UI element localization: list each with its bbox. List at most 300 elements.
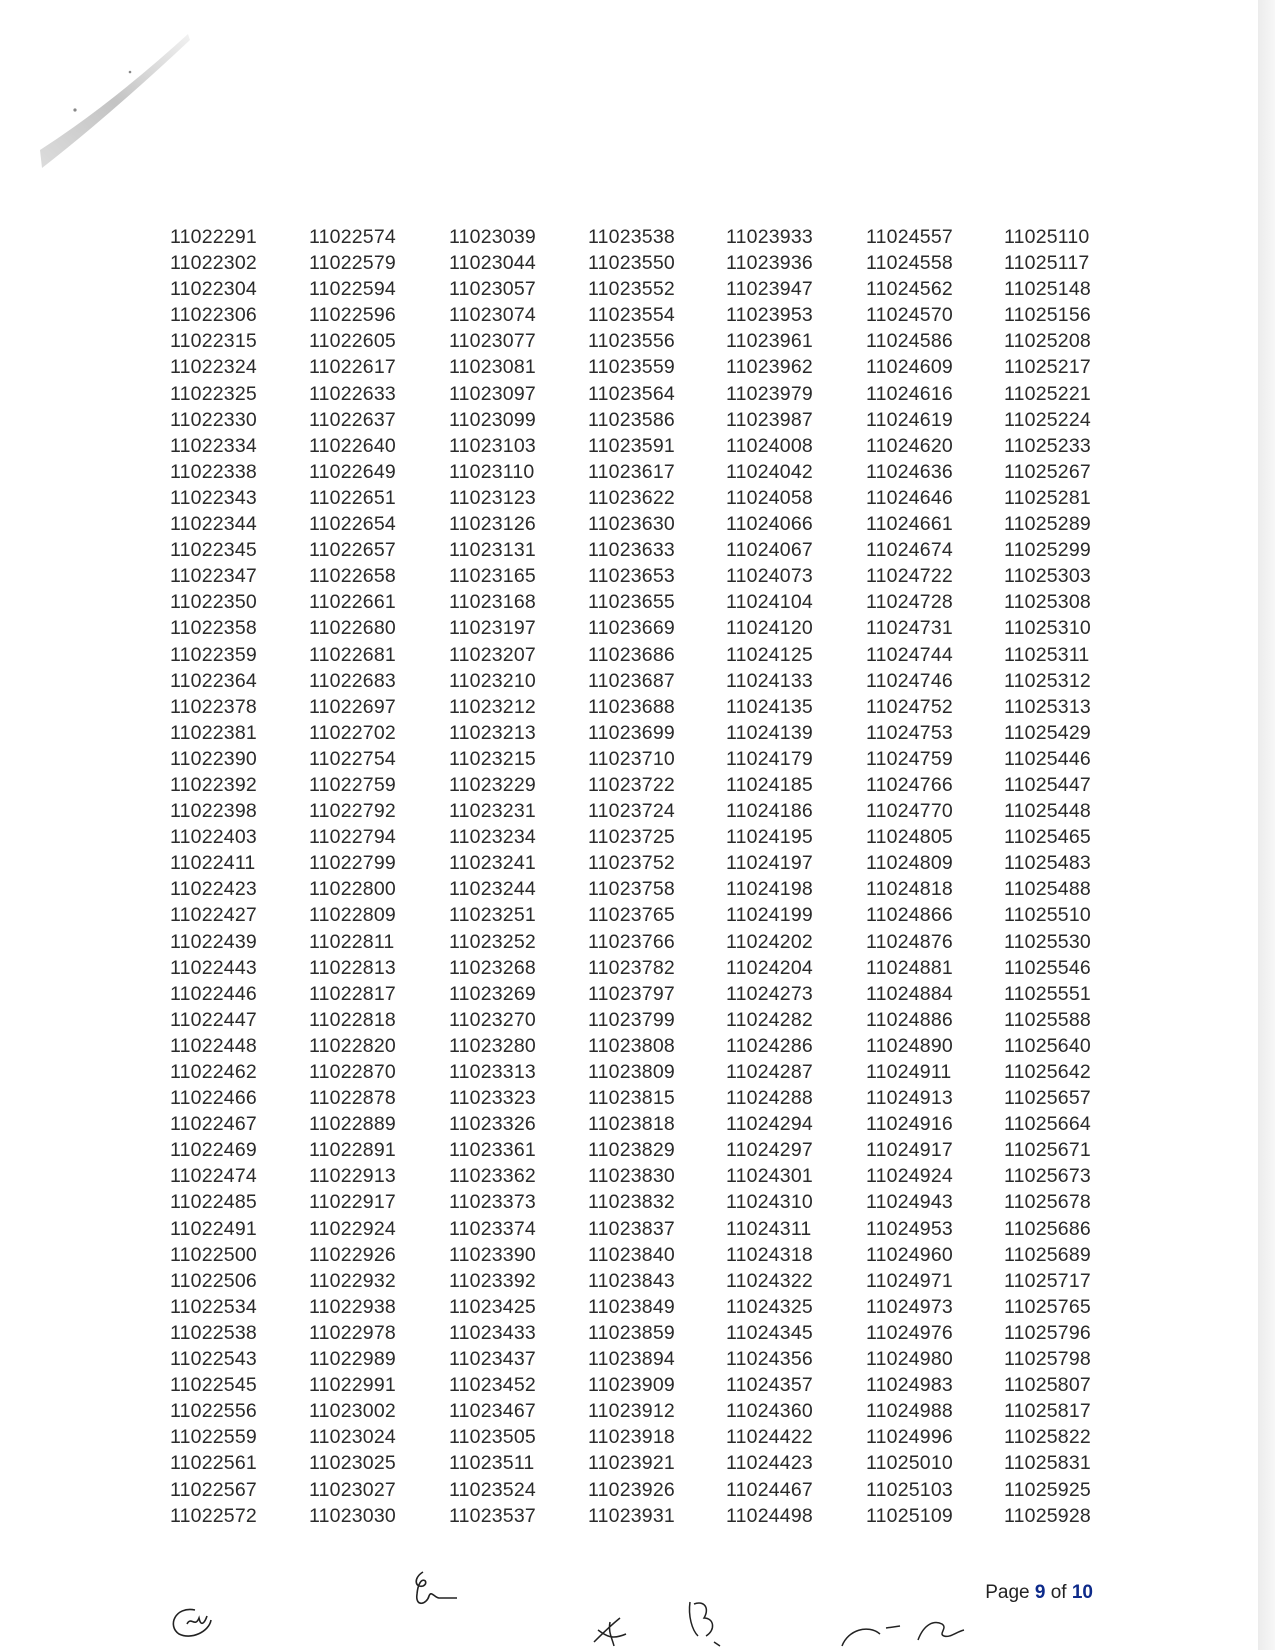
registration-number: 11023207: [449, 643, 536, 666]
registration-number: 11025308: [1004, 591, 1091, 614]
registration-number: 11022640: [309, 434, 396, 457]
number-column: [726, 224, 866, 1529]
registration-number: 11024073: [726, 565, 813, 588]
registration-number: 11024570: [866, 304, 953, 327]
registration-number: 11023687: [588, 669, 675, 692]
registration-number: 11022702: [309, 721, 396, 744]
registration-number: 11022381: [170, 721, 257, 744]
registration-number: 11024983: [866, 1374, 953, 1397]
page-edge-shadow: [1258, 0, 1275, 1650]
registration-number: 11022344: [170, 513, 257, 536]
registration-number: 11022917: [309, 1191, 396, 1214]
registration-number: 11023832: [588, 1191, 675, 1214]
registration-number: 11024744: [866, 643, 953, 666]
registration-number: 11024318: [726, 1243, 813, 1266]
registration-number: 11023241: [449, 852, 536, 875]
registration-number: 11025267: [1004, 460, 1091, 483]
registration-number: 11022506: [170, 1269, 257, 1292]
registration-number: 11025313: [1004, 695, 1091, 718]
registration-number: 11023215: [449, 747, 536, 770]
registration-number: 11024199: [726, 904, 813, 927]
registration-number: 11023081: [449, 356, 536, 379]
registration-number: 11023931: [588, 1504, 675, 1527]
registration-number: 11025429: [1004, 721, 1091, 744]
registration-number: 11023374: [449, 1217, 536, 1240]
registration-number: 11022926: [309, 1243, 396, 1266]
registration-number: 11024759: [866, 747, 953, 770]
registration-number: 11024562: [866, 278, 953, 301]
registration-number: 11023586: [588, 408, 675, 431]
registration-number: 11022654: [309, 513, 396, 536]
registration-number: 11022334: [170, 434, 257, 457]
registration-number: 11023552: [588, 278, 675, 301]
registration-number: 11025312: [1004, 669, 1091, 692]
registration-number: 11023524: [449, 1478, 536, 1501]
registration-number: 11022596: [309, 304, 396, 327]
registration-number: 11022913: [309, 1165, 396, 1188]
registration-number: 11025551: [1004, 982, 1091, 1005]
registration-number: 11024273: [726, 982, 813, 1005]
registration-number: 11023074: [449, 304, 536, 327]
registration-number: 11022680: [309, 617, 396, 640]
registration-number: 11022325: [170, 382, 257, 405]
registration-number: 11024202: [726, 930, 813, 953]
registration-number: 11022617: [309, 356, 396, 379]
registration-number: 11022594: [309, 278, 396, 301]
registration-number: 11023268: [449, 956, 536, 979]
registration-number: 11024345: [726, 1321, 813, 1344]
registration-number: 11024286: [726, 1034, 813, 1057]
registration-number: 11024058: [726, 486, 813, 509]
registration-number: 11023165: [449, 565, 536, 588]
registration-number: 11024913: [866, 1087, 953, 1110]
registration-number: 11022817: [309, 982, 396, 1005]
registration-number: 11022978: [309, 1321, 396, 1344]
registration-number: 11024120: [726, 617, 813, 640]
signature-2: [405, 1568, 465, 1618]
registration-number: 11023655: [588, 591, 675, 614]
page-middle: of: [1045, 1582, 1072, 1603]
registration-number: 11023269: [449, 982, 536, 1005]
registration-number: 11022485: [170, 1191, 257, 1214]
registration-number: 11022330: [170, 408, 257, 431]
registration-number: 11023782: [588, 956, 675, 979]
number-column: [170, 224, 309, 1529]
registration-number: 11025807: [1004, 1374, 1091, 1397]
registration-number: 11023961: [726, 330, 813, 353]
registration-number: 11022302: [170, 252, 257, 275]
registration-number: 11022447: [170, 1008, 257, 1031]
registration-number: 11024185: [726, 773, 813, 796]
registration-number: 11024805: [866, 826, 953, 849]
registration-number: 11022938: [309, 1295, 396, 1318]
registration-number: 11023633: [588, 539, 675, 562]
registration-number: 11023373: [449, 1191, 536, 1214]
registration-number: 11023433: [449, 1321, 536, 1344]
registration-number: 11025448: [1004, 800, 1091, 823]
registration-number: 11024976: [866, 1321, 953, 1344]
registration-number: 11025588: [1004, 1008, 1091, 1031]
registration-number: 11023538: [588, 226, 675, 248]
registration-number: 11025717: [1004, 1269, 1091, 1292]
registration-number: 11022474: [170, 1165, 257, 1188]
registration-number: 11025233: [1004, 434, 1091, 457]
registration-number: 11025303: [1004, 565, 1091, 588]
registration-number: 11025822: [1004, 1426, 1091, 1449]
registration-number: 11022500: [170, 1243, 257, 1266]
registration-number: 11024809: [866, 852, 953, 875]
registration-number: 11022491: [170, 1217, 257, 1240]
registration-number: 11023126: [449, 513, 536, 536]
registration-number: 11023210: [449, 669, 536, 692]
registration-number: 11022759: [309, 773, 396, 796]
registration-number: 11023669: [588, 617, 675, 640]
registration-number: 11024310: [726, 1191, 813, 1214]
registration-number: 11025510: [1004, 904, 1091, 927]
registration-number: 11024301: [726, 1165, 813, 1188]
registration-number: 11024294: [726, 1113, 813, 1136]
page-number: [985, 1582, 1093, 1604]
registration-number: 11022306: [170, 304, 257, 327]
registration-number: 11022878: [309, 1087, 396, 1110]
registration-number: 11024619: [866, 408, 953, 431]
registration-number: 11024356: [726, 1348, 813, 1371]
registration-number: 11024287: [726, 1061, 813, 1083]
registration-number: 11023030: [309, 1504, 396, 1527]
registration-number: 11023849: [588, 1295, 675, 1318]
registration-number: 11022304: [170, 278, 257, 301]
registration-number: 11023979: [726, 382, 813, 405]
registration-number: 11023452: [449, 1374, 536, 1397]
registration-number: 11024360: [726, 1400, 813, 1423]
registration-number: 11022534: [170, 1295, 257, 1318]
registration-number: 11025117: [1004, 252, 1090, 275]
registration-number: 11022411: [170, 852, 256, 875]
registration-number: 11024198: [726, 878, 813, 901]
registration-number: 11022462: [170, 1061, 257, 1083]
registration-number: 11022538: [170, 1321, 257, 1344]
registration-number: 11022651: [309, 486, 396, 509]
registration-number: 11025447: [1004, 773, 1091, 796]
registration-number: 11024884: [866, 982, 953, 1005]
registration-number: 11023392: [449, 1269, 536, 1292]
registration-number: 11024646: [866, 486, 953, 509]
registration-number: 11023229: [449, 773, 536, 796]
registration-numbers-table: [170, 224, 1210, 1529]
registration-number: 11024728: [866, 591, 953, 614]
registration-number: 11024104: [726, 591, 813, 614]
registration-number: 11022446: [170, 982, 257, 1005]
registration-number: 11023630: [588, 513, 675, 536]
registration-number: 11023168: [449, 591, 536, 614]
registration-number: 11023699: [588, 721, 675, 744]
registration-number: 11022392: [170, 773, 257, 796]
registration-number: 11024179: [726, 747, 813, 770]
registration-number: 11023688: [588, 695, 675, 718]
page-prefix: Page: [985, 1582, 1035, 1603]
registration-number: 11025311: [1004, 643, 1090, 666]
registration-number: 11024042: [726, 460, 813, 483]
registration-number: 11024133: [726, 669, 813, 692]
registration-number: 11024195: [726, 826, 813, 849]
registration-number: 11024325: [726, 1295, 813, 1318]
registration-number: 11024616: [866, 382, 953, 405]
registration-number: 11023752: [588, 852, 675, 875]
registration-number: 11022697: [309, 695, 396, 718]
registration-number: 11022358: [170, 617, 257, 640]
signature-1: [165, 1602, 225, 1642]
registration-number: 11024311: [726, 1217, 812, 1240]
registration-number: 11022543: [170, 1348, 257, 1371]
registration-number: 11025465: [1004, 826, 1091, 849]
registration-number: 11025446: [1004, 747, 1091, 770]
registration-number: 11023057: [449, 278, 536, 301]
registration-number: 11022649: [309, 460, 396, 483]
registration-number: 11023722: [588, 773, 675, 796]
number-column: [588, 224, 726, 1529]
registration-number: 11023766: [588, 930, 675, 953]
registration-number: 11024746: [866, 669, 953, 692]
registration-number: 11024953: [866, 1217, 953, 1240]
registration-number: 11024282: [726, 1008, 813, 1031]
registration-number: 11025798: [1004, 1348, 1091, 1371]
registration-number: 11024674: [866, 539, 953, 562]
registration-number: 11024876: [866, 930, 953, 953]
registration-number: 11023559: [588, 356, 675, 379]
registration-number: 11025671: [1004, 1139, 1091, 1162]
registration-number: 11022359: [170, 643, 257, 666]
registration-number: 11025664: [1004, 1113, 1091, 1136]
registration-number: 11023622: [588, 486, 675, 509]
registration-number: 11022443: [170, 956, 257, 979]
registration-number: 11023537: [449, 1504, 536, 1527]
registration-number: 11023025: [309, 1452, 396, 1475]
registration-number: 11023962: [726, 356, 813, 379]
registration-number: 11023326: [449, 1113, 536, 1136]
registration-number: 11022932: [309, 1269, 396, 1292]
registration-number: 11022683: [309, 669, 396, 692]
registration-number: 11025673: [1004, 1165, 1091, 1188]
registration-number: 11023197: [449, 617, 536, 640]
registration-number: 11024911: [866, 1061, 952, 1083]
registration-number: 11023027: [309, 1478, 396, 1501]
registration-number: 11023926: [588, 1478, 675, 1501]
registration-number: 11024980: [866, 1348, 953, 1371]
registration-number: 11024971: [866, 1269, 953, 1292]
registration-number: 11022661: [309, 591, 396, 614]
registration-number: 11022820: [309, 1034, 396, 1057]
registration-number: 11024066: [726, 513, 813, 536]
registration-number: 11024818: [866, 878, 953, 901]
registration-number: 11022799: [309, 852, 396, 875]
registration-number: 11022423: [170, 878, 257, 901]
signature-4: [684, 1596, 744, 1650]
registration-number: 11022658: [309, 565, 396, 588]
registration-number: 11022350: [170, 591, 257, 614]
registration-number: 11023511: [449, 1452, 535, 1475]
registration-number: 11023323: [449, 1087, 536, 1110]
registration-number: 11024125: [726, 643, 813, 666]
registration-number: 11022390: [170, 747, 257, 770]
registration-number: 11023002: [309, 1400, 396, 1423]
signature-3: [590, 1612, 630, 1650]
registration-number: 11023213: [449, 721, 536, 744]
registration-number: 11024620: [866, 434, 953, 457]
registration-number: 11022315: [170, 330, 257, 353]
registration-number: 11022572: [170, 1504, 257, 1527]
registration-number: 11024973: [866, 1295, 953, 1318]
registration-number: 11022324: [170, 356, 257, 379]
registration-number: 11023390: [449, 1243, 536, 1266]
registration-number: 11025640: [1004, 1034, 1091, 1057]
registration-number: 11023212: [449, 695, 536, 718]
registration-number: 11023921: [588, 1452, 675, 1475]
registration-number: 11024322: [726, 1269, 813, 1292]
registration-number: 11023591: [588, 434, 675, 457]
registration-number: 11025817: [1004, 1400, 1091, 1423]
registration-number: 11024498: [726, 1504, 813, 1527]
registration-number: 11022637: [309, 408, 396, 431]
registration-number: 11022398: [170, 800, 257, 823]
registration-number: 11025221: [1004, 382, 1091, 405]
registration-number: 11025299: [1004, 539, 1091, 562]
registration-number: 11024766: [866, 773, 953, 796]
signatures-row: [0, 1560, 1258, 1650]
registration-number: 11024557: [866, 226, 953, 248]
page-current: 9: [1034, 1582, 1046, 1603]
registration-number: 11023270: [449, 1008, 536, 1031]
registration-number: 11023044: [449, 252, 536, 275]
registration-number: 11023556: [588, 330, 675, 353]
registration-number: 11023724: [588, 800, 675, 823]
registration-number: 11022605: [309, 330, 396, 353]
registration-number: 11024881: [866, 956, 953, 979]
registration-number: 11022809: [309, 904, 396, 927]
registration-number: 11022427: [170, 904, 257, 927]
registration-number: 11023837: [588, 1217, 675, 1240]
number-column: [1004, 224, 1150, 1529]
registration-number: 11023933: [726, 226, 813, 248]
registration-number: 11024960: [866, 1243, 953, 1266]
registration-number: 11024139: [726, 721, 813, 744]
registration-number: 11023815: [588, 1087, 675, 1110]
registration-number: 11023123: [449, 486, 536, 509]
registration-number: 11023953: [726, 304, 813, 327]
registration-number: 11024886: [866, 1008, 953, 1031]
registration-number: 11025148: [1004, 278, 1091, 301]
registration-number: 11023097: [449, 382, 536, 405]
registration-number: 11023909: [588, 1374, 675, 1397]
registration-number: 11024422: [726, 1426, 813, 1449]
registration-number: 11025488: [1004, 878, 1091, 901]
registration-number: 11023244: [449, 878, 536, 901]
registration-number: 11023234: [449, 826, 536, 849]
registration-number: 11024917: [866, 1139, 953, 1162]
registration-number: 11022579: [309, 252, 396, 275]
registration-number: 11022989: [309, 1348, 396, 1371]
signature-5: [838, 1610, 988, 1650]
registration-number: 11022891: [309, 1139, 396, 1162]
registration-number: 11023840: [588, 1243, 675, 1266]
registration-number: 11022403: [170, 826, 257, 849]
registration-number: 11025765: [1004, 1295, 1091, 1318]
registration-number: 11025831: [1004, 1452, 1091, 1475]
registration-number: 11022800: [309, 878, 396, 901]
registration-number: 11022559: [170, 1426, 257, 1449]
registration-number: 11024924: [866, 1165, 953, 1188]
registration-number: 11025642: [1004, 1061, 1091, 1083]
registration-number: 11024916: [866, 1113, 953, 1136]
registration-number: 11024558: [866, 252, 953, 275]
registration-number: 11023809: [588, 1061, 675, 1083]
registration-number: 11022754: [309, 747, 396, 770]
registration-number: 11023843: [588, 1269, 675, 1292]
registration-number: 11023799: [588, 1008, 675, 1031]
registration-number: 11024753: [866, 721, 953, 744]
registration-number: 11023251: [449, 904, 536, 927]
registration-number: 11024288: [726, 1087, 813, 1110]
registration-number: 11025530: [1004, 930, 1091, 953]
registration-number: 11022870: [309, 1061, 396, 1083]
registration-number: 11025010: [866, 1452, 953, 1475]
registration-number: 11022818: [309, 1008, 396, 1031]
registration-number: 11023918: [588, 1426, 675, 1449]
registration-number: 11023808: [588, 1034, 675, 1057]
registration-number: 11024204: [726, 956, 813, 979]
number-column: [866, 224, 1004, 1529]
registration-number: 11025109: [866, 1504, 953, 1527]
registration-number: 11025928: [1004, 1504, 1091, 1527]
registration-number: 11023437: [449, 1348, 536, 1371]
registration-number: 11022924: [309, 1217, 396, 1240]
registration-number: 11025208: [1004, 330, 1091, 353]
registration-number: 11024135: [726, 695, 813, 718]
registration-number: 11023554: [588, 304, 675, 327]
registration-number: 11022345: [170, 539, 257, 562]
registration-number: 11023425: [449, 1295, 536, 1318]
registration-number: 11024770: [866, 800, 953, 823]
registration-number: 11025546: [1004, 956, 1091, 979]
registration-number: 11023797: [588, 982, 675, 1005]
registration-number: 11024586: [866, 330, 953, 353]
registration-number: 11023103: [449, 434, 536, 457]
registration-number: 11024943: [866, 1191, 953, 1214]
registration-number: 11025281: [1004, 486, 1091, 509]
registration-number: 11022681: [309, 643, 396, 666]
registration-number: 11024636: [866, 460, 953, 483]
registration-number: 11022347: [170, 565, 257, 588]
registration-number: 11024357: [726, 1374, 813, 1397]
registration-number: 11024423: [726, 1452, 813, 1475]
registration-number: 11023077: [449, 330, 536, 353]
registration-number: 11023987: [726, 408, 813, 431]
registration-number: 11022657: [309, 539, 396, 562]
registration-number: 11023758: [588, 878, 675, 901]
registration-number: 11022633: [309, 382, 396, 405]
registration-number: 11022466: [170, 1087, 257, 1110]
registration-number: 11023830: [588, 1165, 675, 1188]
registration-number: 11024752: [866, 695, 953, 718]
registration-number: 11024297: [726, 1139, 813, 1162]
registration-number: 11023099: [449, 408, 536, 431]
registration-number: 11023110: [449, 460, 535, 483]
registration-number: 11024890: [866, 1034, 953, 1057]
registration-number: 11024988: [866, 1400, 953, 1423]
registration-number: 11023894: [588, 1348, 675, 1371]
registration-number: 11023710: [588, 747, 675, 770]
registration-number: 11022792: [309, 800, 396, 823]
registration-number: 11024197: [726, 852, 813, 875]
